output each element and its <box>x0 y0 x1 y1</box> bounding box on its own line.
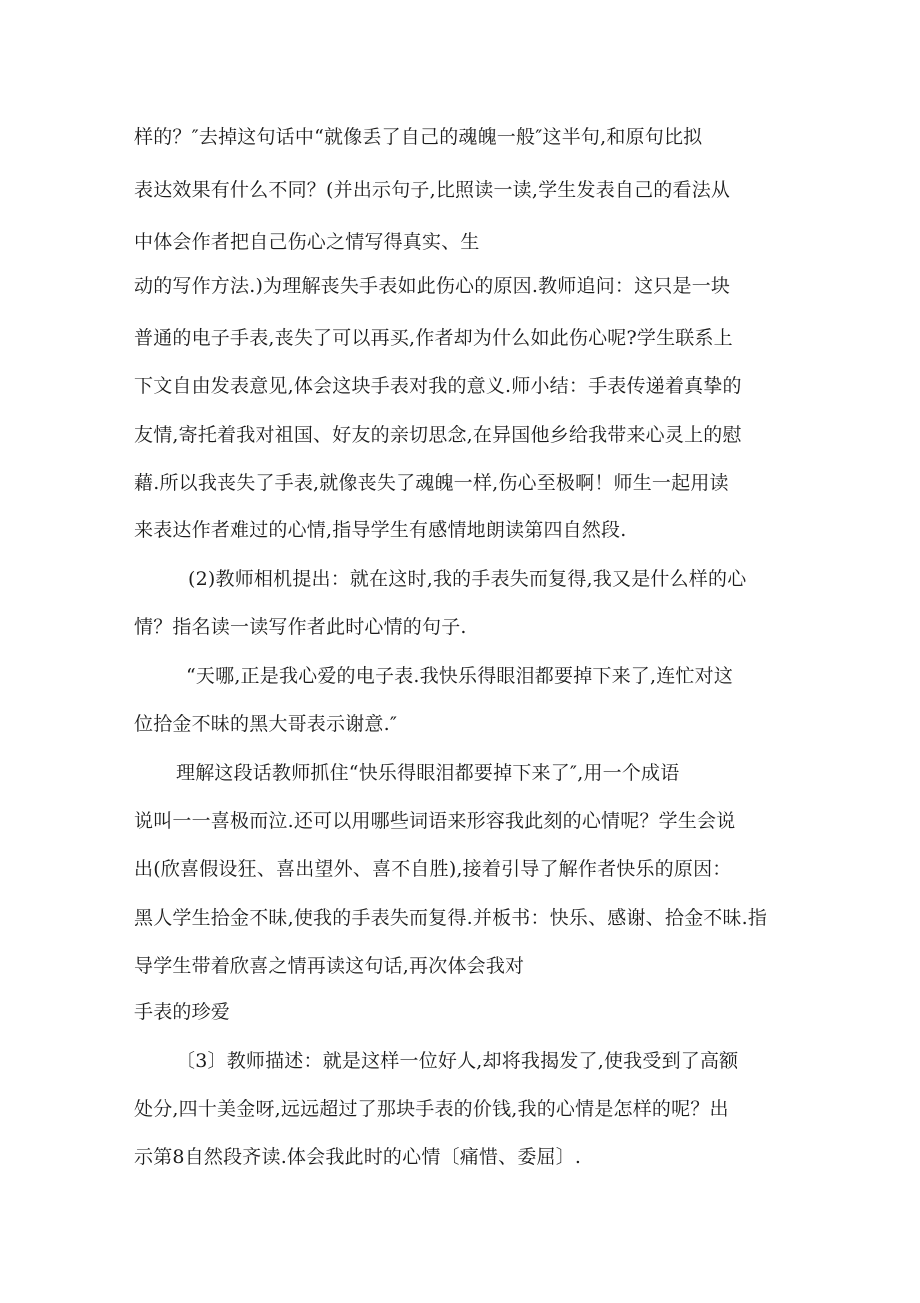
text-line: 友情,寄托着我对祖国、好友的亲切思念,在异国他乡给我带来心灵上的慰 <box>134 424 742 446</box>
text-line: 示第8自然段齐读.体会我此时的心情〔痛惜、委屈〕. <box>134 1146 582 1168</box>
text-line: 说叫一一喜极而泣.还可以用哪些词语来形容我此刻的心情呢？学生会说 <box>134 810 736 832</box>
text-line: “天哪,正是我心爱的电子表.我快乐得眼泪都要掉下来了,连忙对这 <box>186 665 734 687</box>
text-line: (2)教师相机提出：就在这时,我的手表失而复得,我又是什么样的心 <box>188 568 747 590</box>
text-line: 出(欣喜假设狂、喜出望外、喜不自胜),接着引导了解作者快乐的原因： <box>134 858 732 880</box>
text-line: 中体会作者把自己伤心之情写得真实、生 <box>134 231 480 253</box>
text-line: 表达效果有什么不同？(并出示句子,比照读一读,学生发表自己的看法从 <box>134 179 731 201</box>
text-line: 动的写作方法.)为理解丧失手表如此伤心的原因.教师追问：这只是一块 <box>134 275 731 297</box>
text-line: 黑人学生拾金不昧,使我的手表失而复得.并板书：快乐、感谢、拾金不昧.指 <box>134 907 768 929</box>
text-line: 普通的电子手表,丧失了可以再买,作者却为什么如此伤心呢?学生联系上 <box>134 327 733 349</box>
text-line: 样的？″去掉这句话中“就像丢了自己的魂魄一般″这半句,和原句比拟 <box>134 126 703 148</box>
text-line: 位拾金不昧的黑大哥表示谢意.″ <box>134 713 398 735</box>
text-line: 处分,四十美金呀,远远超过了那块手表的价钱,我的心情是怎样的呢？出 <box>134 1098 729 1120</box>
text-line: 下文自由发表意见,体会这块手表对我的意义.师小结：手表传递着真挚的 <box>134 375 742 397</box>
text-line: 手表的珍爱 <box>134 1001 231 1023</box>
text-line: 〔3〕教师描述：就是这样一位好人,却将我揭发了,使我受到了高额 <box>176 1050 739 1072</box>
text-line: 藉.所以我丧失了手表,就像丧失了魂魄一样,伤心至极啊！师生一起用读 <box>134 472 729 494</box>
text-line: 理解这段话教师抓住“快乐得眼泪都要掉下来了″,用一个成语 <box>176 762 680 784</box>
text-line: 来表达作者难过的心情,指导学生有感情地朗读第四自然段. <box>134 519 627 541</box>
text-line: 情？指名读一读写作者此时心情的句子. <box>134 616 467 638</box>
text-line: 导学生带着欣喜之情再读这句话,再次体会我对 <box>134 955 525 977</box>
